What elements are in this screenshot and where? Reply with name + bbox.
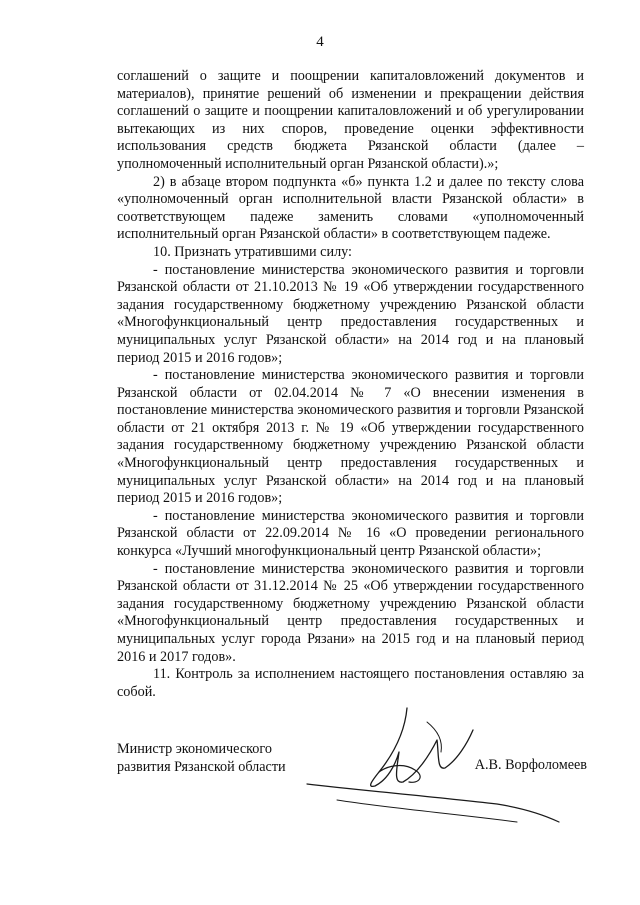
paragraph-item-10: 10. Признать утратившими силу: <box>153 243 352 260</box>
page-number: 4 <box>316 34 324 50</box>
paragraph-item-11: 11. Контроль за исполнением настоящего постановления оставляю за собой. <box>117 666 584 700</box>
list-item: - постановление министерства экономического развития и торговли Рязанской области от 21.10.2013 № 19 «Об утверждении государственного задания государственному бюджетному учреждению Рязанской области «Многофункциональный центр предоставления государственных и муниципальных услуг Рязанской области» на 2014 год и на плановый период 2015 и 2016 годов»; <box>117 261 584 366</box>
paragraph-item-2: 2) в абзаце втором подпункта «б» пункта 1.2 и далее по тексту слова «уполномоченный орган исполнительной власти Рязанской области» в соответствующем падеже заменить словами «уполномоченный исполнительный орган Рязанской области» в соответствующем падеже. <box>117 173 584 243</box>
minister-title-line-1: Министр экономического <box>117 741 272 757</box>
paragraph-continuation: соглашений о защите и поощрении капиталовложений документов и материалов), принятие решений об изменении и прекращении действия соглашений о защите и поощрении капиталовложений и об урегулировании вытекающих из них споров, проведение оценки эффективности использования средств бюджета Рязанской области (далее – уполномоченный исполнительный орган Рязанской области).»; <box>117 68 584 172</box>
minister-name: А.В. Ворфоломеев <box>474 757 587 773</box>
document-body <box>117 68 584 701</box>
list-item: - постановление министерства экономического развития и торговли Рязанской области от 02.04.2014 № 7 «О внесении изменения в постановление министерства экономического развития и торговли Рязанской области от 21 октября 2013 г. № 19 «Об утверждении государственного задания государственному бюджетному учреждению Рязанской области «Многофункциональный центр предоставления государственных и муниципальных услуг Рязанской области» на 2014 год и на плановый период 2015 и 2016 годов»; <box>117 367 584 507</box>
list-item: - постановление министерства экономического развития и торговли Рязанской области от 22.09.2014 № 16 «О проведении регионального конкурса «Лучший многофункциональный центр Рязанской области»; <box>117 507 584 560</box>
list-item: - постановление министерства экономического развития и торговли Рязанской области от 31.12.2014 № 25 «Об утверждении государственного задания государственному бюджетному учреждению Рязанской области «Многофункциональный центр предоставления государственных и муниципальных услуг города Рязани» на 2015 год и на плановый период 2016 и 2017 годов». <box>117 560 584 665</box>
minister-title <box>117 740 286 776</box>
minister-title-line-2: развития Рязанской области <box>117 759 286 775</box>
signature-block <box>117 740 587 880</box>
